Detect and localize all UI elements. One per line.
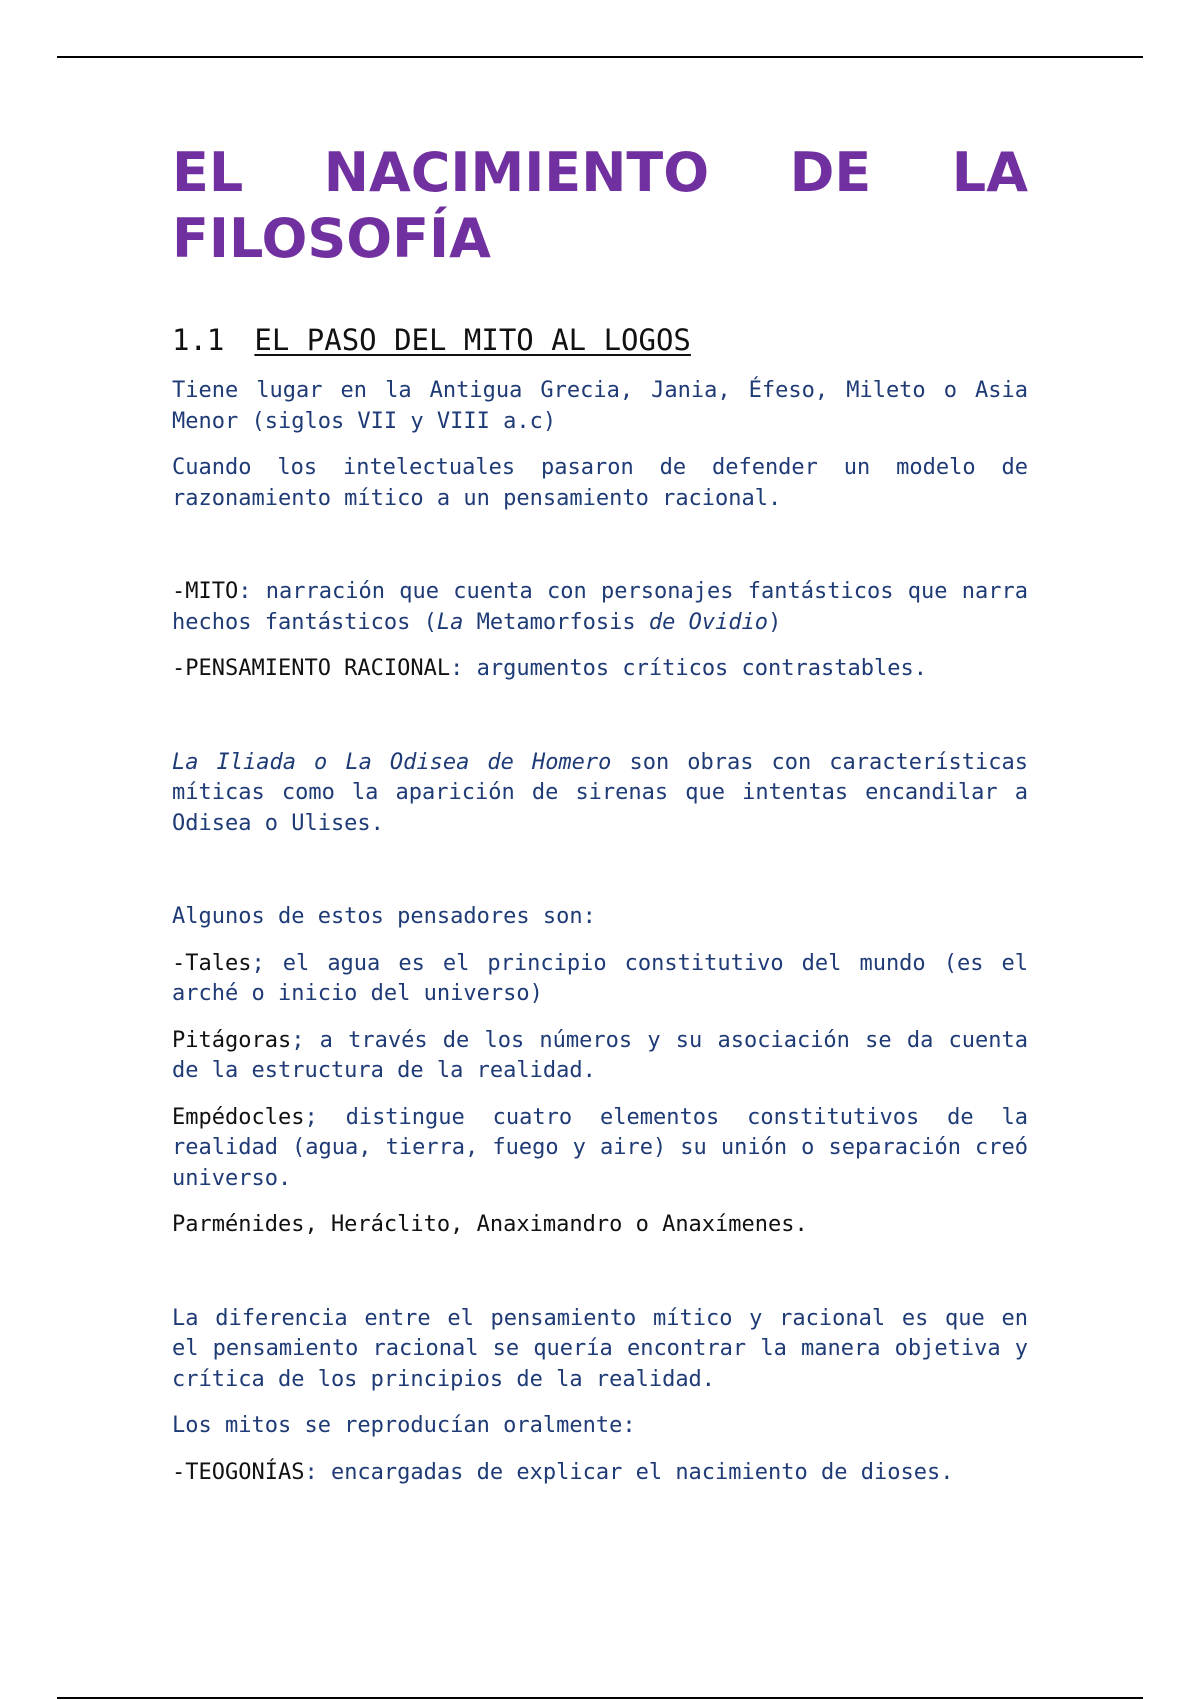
teogonias-text: : encargadas de explicar el nacimiento de dioses. bbox=[304, 1459, 954, 1485]
paragraph-other-thinkers: Parménides, Heráclito, Anaximandro o Anaxímenes. bbox=[172, 1212, 808, 1237]
mito-text: : narración que cuenta con personajes fantásticos que narra hechos fantásticos ( bbox=[172, 579, 1028, 635]
pitagoras-label: Pitágoras bbox=[172, 1027, 292, 1053]
section-heading bbox=[172, 322, 1028, 358]
title-word: LA bbox=[951, 141, 1028, 204]
iliada-text: son obras con características míticas como la aparición de sirenas que intentas encandilar a Odisea o Ulises. bbox=[172, 749, 1028, 836]
title-word: NACIMIENTO bbox=[323, 141, 710, 204]
paragraph-mitos-oral: Los mitos se reproducían oralmente: bbox=[172, 1413, 636, 1438]
title-line-1 bbox=[172, 140, 1028, 206]
title-word: DE bbox=[789, 141, 872, 204]
tales-label: -Tales bbox=[172, 950, 252, 976]
mito-text-2: Metamorfosis bbox=[463, 609, 649, 635]
empedocles-text: ; distingue cuatro elementos constitutivos de la realidad (agua, tierra, fuego y aire) su unión o separación creó universo. bbox=[172, 1104, 1028, 1191]
document-title bbox=[172, 140, 1028, 272]
title-line-2: FILOSOFÍA bbox=[172, 207, 491, 270]
bottom-rule bbox=[57, 1697, 1143, 1699]
mito-italic-2: de Ovidio bbox=[648, 609, 769, 635]
title-word: EL bbox=[172, 141, 244, 204]
mito-close: ) bbox=[768, 609, 782, 635]
paragraph-teogonias bbox=[172, 1458, 1028, 1489]
paragraph-transition: Cuando los intelectuales pasaron de defender un modelo de razonamiento mítico a un pensamiento racional. bbox=[172, 455, 1028, 511]
section-number: 1.1 bbox=[172, 323, 225, 357]
document-body bbox=[172, 140, 1028, 1488]
paragraph-iliada bbox=[172, 748, 1028, 840]
paragraph-tales bbox=[172, 949, 1028, 1010]
paragraph-location: Tiene lugar en la Antigua Grecia, Jania, Éfeso, Mileto o Asia Menor (siglos VII y VIII a.c) bbox=[172, 378, 1028, 434]
tales-text: ; el agua es el principio constitutivo del mundo (es el arché o inicio del universo) bbox=[172, 950, 1028, 1006]
paragraph-mito bbox=[172, 577, 1028, 638]
top-rule bbox=[57, 56, 1143, 58]
section-title: EL PASO DEL MITO AL LOGOS bbox=[254, 323, 691, 357]
paragraph-algunos: Algunos de estos pensadores son: bbox=[172, 904, 596, 929]
paragraph-diferencia: La diferencia entre el pensamiento mítico y racional es que en el pensamiento racional se quería encontrar la manera objetiva y crítica de los principios de la realidad. bbox=[172, 1305, 1028, 1392]
paragraph-empedocles bbox=[172, 1103, 1028, 1195]
pensamiento-racional-text: : argumentos críticos contrastables. bbox=[450, 656, 927, 681]
iliada-italic: La Iliada o La Odisea de Homero bbox=[172, 749, 612, 775]
empedocles-label: Empédocles bbox=[172, 1104, 305, 1130]
paragraph-pensamiento-racional bbox=[172, 654, 1028, 685]
mito-italic-1: La bbox=[436, 609, 464, 635]
pitagoras-text: ; a través de los números y su asociación se da cuenta de la estructura de la realidad. bbox=[172, 1027, 1028, 1083]
teogonias-label: -TEOGONÍAS bbox=[172, 1459, 305, 1485]
mito-label: -MITO bbox=[172, 579, 239, 604]
paragraph-pitagoras bbox=[172, 1026, 1028, 1087]
pensamiento-racional-label: -PENSAMIENTO RACIONAL bbox=[172, 656, 451, 681]
